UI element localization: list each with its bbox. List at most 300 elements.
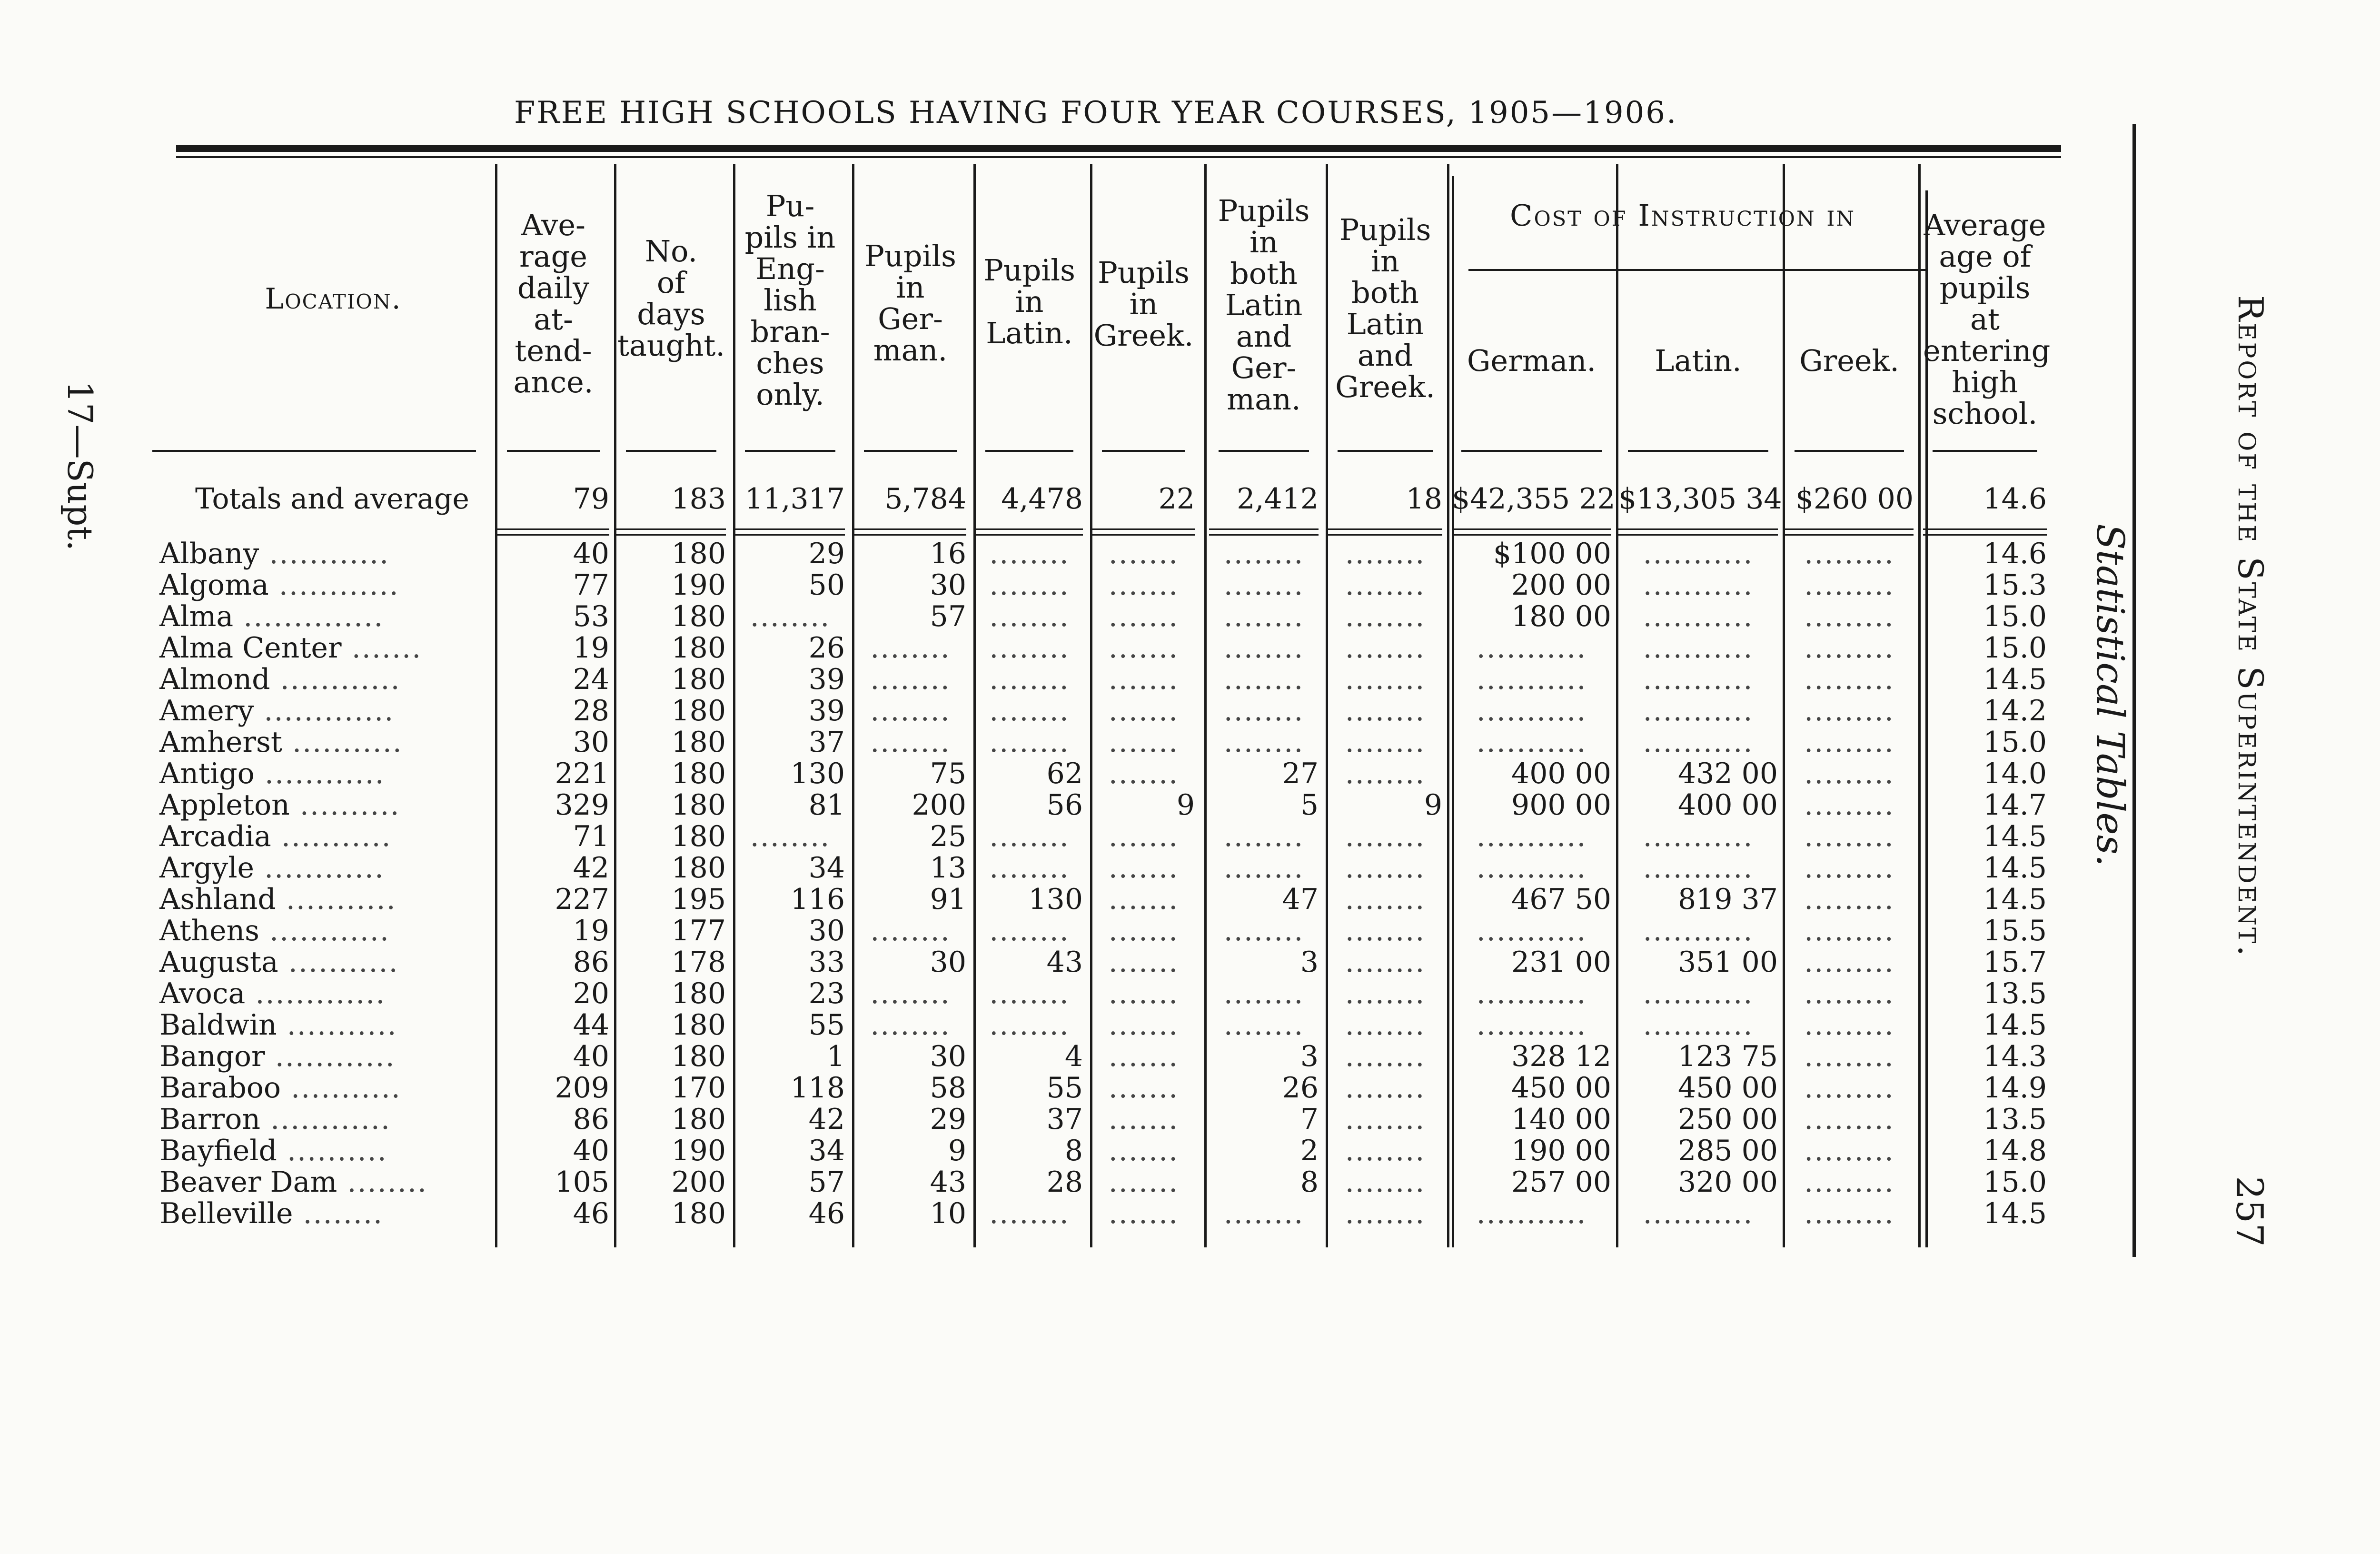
row-german: 43 — [930, 1166, 966, 1199]
empty-leader: ........... — [1643, 538, 1754, 569]
empty-leader: ......... — [1804, 978, 1894, 1009]
leader-dots: ............. — [245, 977, 386, 1010]
row-german: 9 — [948, 1134, 966, 1167]
row-english: 37 — [808, 726, 845, 759]
empty-leader: ......... — [1804, 789, 1894, 821]
leader-dots: ........ — [293, 1197, 384, 1230]
totals-german: 5,784 — [884, 482, 966, 516]
row-location: Alma .............. — [159, 600, 384, 633]
header-underline — [1219, 450, 1309, 452]
empty-leader: ........ — [870, 1009, 951, 1041]
header-line: both — [1230, 256, 1298, 291]
row-latin: 43 — [1046, 946, 1083, 979]
empty-leader: ....... — [1108, 1198, 1179, 1229]
header-latin-greek — [1328, 214, 1442, 403]
empty-leader: ........ — [1345, 852, 1426, 884]
totals-rule — [1209, 528, 1319, 530]
header-line: in — [896, 270, 925, 305]
header-line: days — [637, 297, 705, 331]
row-days: 180 — [671, 1197, 726, 1230]
row-german: 10 — [930, 1197, 966, 1230]
empty-leader: ........... — [1476, 1009, 1587, 1041]
empty-leader: ........ — [1345, 1104, 1426, 1135]
totals-rule — [497, 528, 609, 530]
row-english: 39 — [808, 663, 845, 696]
empty-leader: ......... — [1804, 601, 1894, 632]
empty-leader: ........ — [1345, 1009, 1426, 1041]
empty-leader: ......... — [1804, 1166, 1894, 1198]
header-line: No. — [645, 234, 698, 269]
leader-dots: .......... — [277, 1134, 387, 1167]
empty-leader: ........ — [750, 821, 831, 852]
header-line: Pupils — [1098, 255, 1190, 290]
row-days: 170 — [671, 1071, 726, 1105]
row-location: Ashland ........... — [159, 883, 397, 916]
empty-leader: ........ — [1345, 821, 1426, 852]
row-latin-german: 5 — [1300, 788, 1319, 822]
row-latin: 28 — [1046, 1166, 1083, 1199]
leader-dots: ............. — [254, 694, 395, 727]
header-latin — [976, 255, 1083, 349]
row-avg-age: 14.6 — [1983, 537, 2047, 570]
row-avg-age: 15.0 — [1983, 600, 2047, 633]
empty-leader: ........... — [1476, 695, 1587, 727]
row-days: 180 — [671, 788, 726, 822]
row-latin-german: 2 — [1300, 1134, 1319, 1167]
row-location: Antigo ............ — [159, 757, 385, 790]
empty-leader: ........ — [989, 727, 1070, 758]
page-title: FREE HIGH SCHOOLS HAVING FOUR YEAR COURSES, 1905—1906. — [514, 95, 1678, 130]
header-underline — [1628, 450, 1768, 452]
row-avg-age: 14.5 — [1983, 851, 2047, 885]
empty-leader: ........ — [989, 569, 1070, 601]
empty-leader: ........... — [1476, 727, 1587, 758]
row-english: 42 — [808, 1103, 845, 1136]
row-avg-age: 14.5 — [1983, 1008, 2047, 1042]
empty-leader: ........ — [1223, 632, 1304, 664]
row-german: 91 — [930, 883, 966, 916]
row-attendance: 221 — [555, 757, 609, 790]
empty-leader: ........ — [1345, 758, 1426, 789]
side-label-report: Report of the State Superintendent. — [2231, 295, 2271, 958]
empty-leader: ....... — [1108, 538, 1179, 569]
row-german: 75 — [930, 757, 966, 790]
empty-leader: ........... — [1643, 915, 1754, 946]
row-cost-latin: 285 00 — [1678, 1134, 1778, 1167]
row-days: 190 — [671, 568, 726, 602]
row-attendance: 42 — [573, 851, 609, 885]
header-line: and — [1357, 338, 1413, 373]
row-days: 180 — [671, 820, 726, 853]
header-english — [735, 190, 845, 410]
row-cost-latin: 320 00 — [1678, 1166, 1778, 1199]
header-line: lish — [764, 283, 817, 318]
empty-leader: ........... — [1643, 727, 1754, 758]
header-line: Ave- — [521, 208, 585, 242]
leader-dots: ............ — [270, 663, 401, 696]
row-cost-german: 231 00 — [1511, 946, 1611, 979]
empty-leader: ....... — [1108, 821, 1179, 852]
empty-leader: ........ — [1345, 664, 1426, 695]
header-line: and — [1236, 319, 1292, 354]
row-english: 81 — [808, 788, 845, 822]
header-line: Pu- — [765, 189, 815, 223]
empty-leader: ........ — [870, 632, 951, 664]
empty-leader: ....... — [1108, 1135, 1179, 1166]
side-label-statistical: Statistical Tables. — [2088, 524, 2132, 867]
row-avg-age: 14.0 — [1983, 757, 2047, 790]
header-line: Pupils — [1339, 212, 1431, 247]
empty-leader: ....... — [1108, 1166, 1179, 1198]
row-latin: 8 — [1064, 1134, 1083, 1167]
header-line: daily — [517, 270, 590, 305]
empty-leader: ........ — [989, 821, 1070, 852]
row-attendance: 86 — [573, 1103, 609, 1136]
leader-dots: ............ — [254, 757, 385, 790]
totals-cost-greek: $260 00 — [1795, 482, 1914, 516]
leader-dots: .......... — [289, 788, 400, 822]
empty-leader: ....... — [1108, 758, 1179, 789]
row-attendance: 40 — [573, 537, 609, 570]
empty-leader: ......... — [1804, 758, 1894, 789]
empty-leader: ........ — [989, 978, 1070, 1009]
page-number: 257 — [2228, 1176, 2271, 1247]
header-line: Latin — [1225, 288, 1303, 322]
row-location: Baldwin ........... — [159, 1008, 397, 1042]
header-line: in — [1250, 225, 1278, 259]
row-attendance: 40 — [573, 1040, 609, 1073]
header-line: ches — [756, 346, 824, 380]
empty-leader: ....... — [1108, 1041, 1179, 1072]
totals-avg-age: 14.6 — [1983, 482, 2047, 516]
row-latin: 56 — [1046, 788, 1083, 822]
row-location: Amery ............. — [159, 694, 395, 727]
empty-leader: ........ — [989, 915, 1070, 946]
header-cost-greek: Greek. — [1799, 343, 1899, 378]
row-english: 55 — [808, 1008, 845, 1042]
row-location: Argyle ............ — [159, 851, 385, 885]
header-line: man. — [873, 333, 948, 368]
row-cost-german: 400 00 — [1511, 757, 1611, 790]
header-line: age of — [1939, 239, 2031, 274]
row-days: 180 — [671, 1008, 726, 1042]
row-attendance: 28 — [573, 694, 609, 727]
row-attendance: 227 — [555, 883, 609, 916]
row-location: Barron ............ — [159, 1103, 391, 1136]
header-underline — [1338, 450, 1433, 452]
header-line: Latin — [1346, 307, 1424, 341]
header-line: taught. — [617, 328, 725, 363]
row-latin-greek: 9 — [1424, 788, 1442, 822]
row-german: 200 — [912, 788, 966, 822]
empty-leader: ........ — [870, 664, 951, 695]
totals-label: Totals and average — [195, 482, 469, 516]
totals-greek: 22 — [1158, 482, 1195, 516]
empty-leader: ........ — [1223, 569, 1304, 601]
empty-leader: ........... — [1643, 1009, 1754, 1041]
row-days: 180 — [671, 663, 726, 696]
empty-leader: ........... — [1643, 695, 1754, 727]
header-underline — [507, 450, 600, 452]
header-underline — [1933, 450, 2037, 452]
empty-leader: ........ — [1223, 664, 1304, 695]
totals-rule — [1092, 534, 1195, 536]
empty-leader: ........ — [1345, 601, 1426, 632]
totals-english: 11,317 — [745, 482, 845, 516]
empty-leader: ......... — [1804, 852, 1894, 884]
header-cost-group: Cost of Instruction in — [1510, 198, 1855, 233]
header-avg-age — [1923, 208, 2051, 431]
empty-leader: ....... — [1108, 664, 1179, 695]
empty-leader: ....... — [1108, 915, 1179, 946]
totals-rule — [976, 528, 1083, 530]
row-german: 13 — [930, 851, 966, 885]
row-latin: 37 — [1046, 1103, 1083, 1136]
row-cost-german: 190 00 — [1511, 1134, 1611, 1167]
totals-rule — [1923, 534, 2047, 536]
header-line: entering — [1923, 333, 2051, 368]
leader-dots: ............ — [268, 568, 399, 602]
empty-leader: ......... — [1804, 1198, 1894, 1229]
row-attendance: 329 — [555, 788, 609, 822]
row-location: Appleton .......... — [159, 788, 400, 822]
totals-rule — [1452, 528, 1611, 530]
totals-cost-german: $42,355 22 — [1452, 482, 1616, 516]
row-location: Algoma ............ — [159, 568, 399, 602]
empty-leader: ........ — [1345, 1041, 1426, 1072]
totals-attendance: 79 — [573, 482, 609, 516]
header-line: only. — [756, 377, 824, 412]
row-location: Athens ............ — [159, 914, 390, 947]
header-line: Pupils — [983, 253, 1075, 288]
empty-leader: ........ — [989, 695, 1070, 727]
row-english: 26 — [808, 631, 845, 665]
row-location: Beaver Dam ........ — [159, 1166, 427, 1199]
row-cost-german: 467 50 — [1511, 883, 1611, 916]
empty-leader: ........... — [1643, 1198, 1754, 1229]
row-location: Augusta ........... — [159, 946, 399, 979]
row-cost-german: 200 00 — [1511, 568, 1611, 602]
row-days: 180 — [671, 694, 726, 727]
empty-leader: ......... — [1804, 1135, 1894, 1166]
row-latin: 4 — [1064, 1040, 1083, 1073]
empty-leader: ........ — [1223, 727, 1304, 758]
row-days: 180 — [671, 600, 726, 633]
row-avg-age: 14.3 — [1983, 1040, 2047, 1073]
row-english: 34 — [808, 851, 845, 885]
leader-dots: ........... — [276, 883, 397, 916]
row-avg-age: 13.5 — [1983, 977, 2047, 1010]
totals-latin-greek: 18 — [1406, 482, 1442, 516]
empty-leader: ........ — [1223, 915, 1304, 946]
header-line: high — [1952, 365, 2018, 399]
empty-leader: ........ — [989, 632, 1070, 664]
leader-dots: .............. — [233, 600, 384, 633]
totals-rule — [616, 528, 726, 530]
empty-leader: ........ — [1223, 695, 1304, 727]
row-latin-german: 26 — [1282, 1071, 1319, 1105]
empty-leader: ........... — [1476, 852, 1587, 884]
row-attendance: 40 — [573, 1134, 609, 1167]
row-days: 180 — [671, 726, 726, 759]
row-english: 34 — [808, 1134, 845, 1167]
row-attendance: 19 — [573, 914, 609, 947]
leader-dots: ............ — [259, 537, 390, 570]
row-cost-german: $100 00 — [1493, 537, 1611, 570]
header-underline — [1461, 450, 1602, 452]
row-german: 29 — [930, 1103, 966, 1136]
row-cost-latin: 819 37 — [1678, 883, 1778, 916]
empty-leader: ........... — [1643, 852, 1754, 884]
row-english: 1 — [826, 1040, 845, 1073]
row-latin-german: 8 — [1300, 1166, 1319, 1199]
row-latin-german: 47 — [1282, 883, 1319, 916]
totals-rule — [616, 534, 726, 536]
totals-latin-german: 2,412 — [1237, 482, 1319, 516]
row-latin-german: 7 — [1300, 1103, 1319, 1136]
empty-leader: ........... — [1643, 978, 1754, 1009]
leader-dots: ............ — [254, 851, 385, 885]
totals-rule — [1785, 534, 1914, 536]
totals-rule — [1328, 528, 1442, 530]
row-avg-age: 14.9 — [1983, 1071, 2047, 1105]
leader-dots: ....... — [341, 631, 422, 665]
row-location: Bayfield .......... — [159, 1134, 387, 1167]
totals-latin: 4,478 — [1001, 482, 1083, 516]
empty-leader: ........ — [1345, 915, 1426, 946]
row-english: 118 — [790, 1071, 845, 1105]
header-line: both — [1351, 275, 1419, 310]
totals-rule — [854, 528, 966, 530]
empty-leader: ....... — [1108, 978, 1179, 1009]
row-avg-age: 14.5 — [1983, 663, 2047, 696]
empty-leader: ........... — [1643, 569, 1754, 601]
row-cost-german: 328 12 — [1511, 1040, 1611, 1073]
empty-leader: ........ — [1223, 821, 1304, 852]
row-english: 39 — [808, 694, 845, 727]
row-attendance: 209 — [555, 1071, 609, 1105]
totals-rule — [1618, 534, 1778, 536]
row-cost-latin: 123 75 — [1678, 1040, 1778, 1073]
header-line: of — [656, 265, 686, 300]
empty-leader: ....... — [1108, 695, 1179, 727]
empty-leader: ......... — [1804, 569, 1894, 601]
column-rule — [1918, 164, 1921, 1247]
row-location: Almond ............ — [159, 663, 401, 696]
row-german: 30 — [930, 568, 966, 602]
empty-leader: ........ — [1223, 852, 1304, 884]
right-margin-rule — [2132, 124, 2136, 1257]
leader-dots: ........ — [337, 1166, 427, 1199]
row-location: Albany ............ — [159, 537, 390, 570]
top-rule-thin — [176, 156, 2061, 158]
leader-dots: ........... — [282, 726, 403, 759]
empty-leader: ........... — [1476, 664, 1587, 695]
totals-rule — [1092, 528, 1195, 530]
row-days: 180 — [671, 631, 726, 665]
header-line: pils in — [744, 220, 836, 255]
empty-leader: ........ — [1345, 1198, 1426, 1229]
row-avg-age: 15.0 — [1983, 726, 2047, 759]
empty-leader: ........ — [1345, 884, 1426, 915]
empty-leader: ....... — [1108, 852, 1179, 884]
header-latin-german — [1209, 195, 1319, 415]
column-rule — [1204, 164, 1207, 1247]
header-line: tend- — [515, 333, 592, 368]
row-avg-age: 14.2 — [1983, 694, 2047, 727]
row-english: 50 — [808, 568, 845, 602]
totals-rule — [1923, 528, 2047, 530]
empty-leader: ....... — [1108, 727, 1179, 758]
empty-leader: ......... — [1804, 821, 1894, 852]
leader-dots: ........... — [271, 820, 392, 853]
empty-leader: ......... — [1804, 1072, 1894, 1104]
empty-leader: ........... — [1476, 1198, 1587, 1229]
row-latin: 130 — [1028, 883, 1083, 916]
empty-leader: ......... — [1804, 1104, 1894, 1135]
row-attendance: 19 — [573, 631, 609, 665]
row-latin-german: 3 — [1300, 946, 1319, 979]
leader-dots: ........... — [278, 946, 399, 979]
row-days: 177 — [671, 914, 726, 947]
header-line: Greek. — [1335, 369, 1435, 404]
empty-leader: ........... — [1476, 978, 1587, 1009]
empty-leader: ....... — [1108, 601, 1179, 632]
empty-leader: ........ — [870, 695, 951, 727]
header-underline — [152, 450, 476, 452]
row-avg-age: 15.0 — [1983, 1166, 2047, 1199]
row-english: 46 — [808, 1197, 845, 1230]
empty-leader: ........... — [1643, 664, 1754, 695]
row-attendance: 30 — [573, 726, 609, 759]
row-avg-age: 14.5 — [1983, 1197, 2047, 1230]
empty-leader: ......... — [1804, 1041, 1894, 1072]
header-line: Greek. — [1093, 318, 1194, 353]
row-english: 130 — [790, 757, 845, 790]
empty-leader: ....... — [1108, 632, 1179, 664]
row-avg-age: 15.3 — [1983, 568, 2047, 602]
row-days: 178 — [671, 946, 726, 979]
header-line: Eng- — [755, 251, 825, 286]
row-latin: 62 — [1046, 757, 1083, 790]
row-german: 57 — [930, 600, 966, 633]
row-location: Amherst ........... — [159, 726, 403, 759]
empty-leader: ........ — [1345, 569, 1426, 601]
totals-rule — [1328, 534, 1442, 536]
header-line: Pupils — [864, 239, 956, 273]
empty-leader: ........ — [1345, 727, 1426, 758]
empty-leader: ........ — [870, 915, 951, 946]
row-location: Arcadia ........... — [159, 820, 392, 853]
row-days: 180 — [671, 851, 726, 885]
empty-leader: ......... — [1804, 695, 1894, 727]
row-english: 29 — [808, 537, 845, 570]
row-avg-age: 14.8 — [1983, 1134, 2047, 1167]
empty-leader: ......... — [1804, 1009, 1894, 1041]
empty-leader: ......... — [1804, 538, 1894, 569]
row-avg-age: 14.5 — [1983, 820, 2047, 853]
header-line: at- — [534, 302, 573, 337]
empty-leader: ........ — [1223, 1198, 1304, 1229]
empty-leader: ........ — [989, 601, 1070, 632]
row-days: 195 — [671, 883, 726, 916]
empty-leader: ........... — [1476, 915, 1587, 946]
empty-leader: ........ — [870, 978, 951, 1009]
totals-days: 183 — [671, 482, 726, 516]
cost-group-rule — [1468, 269, 1925, 271]
row-days: 190 — [671, 1134, 726, 1167]
header-days — [616, 236, 726, 361]
